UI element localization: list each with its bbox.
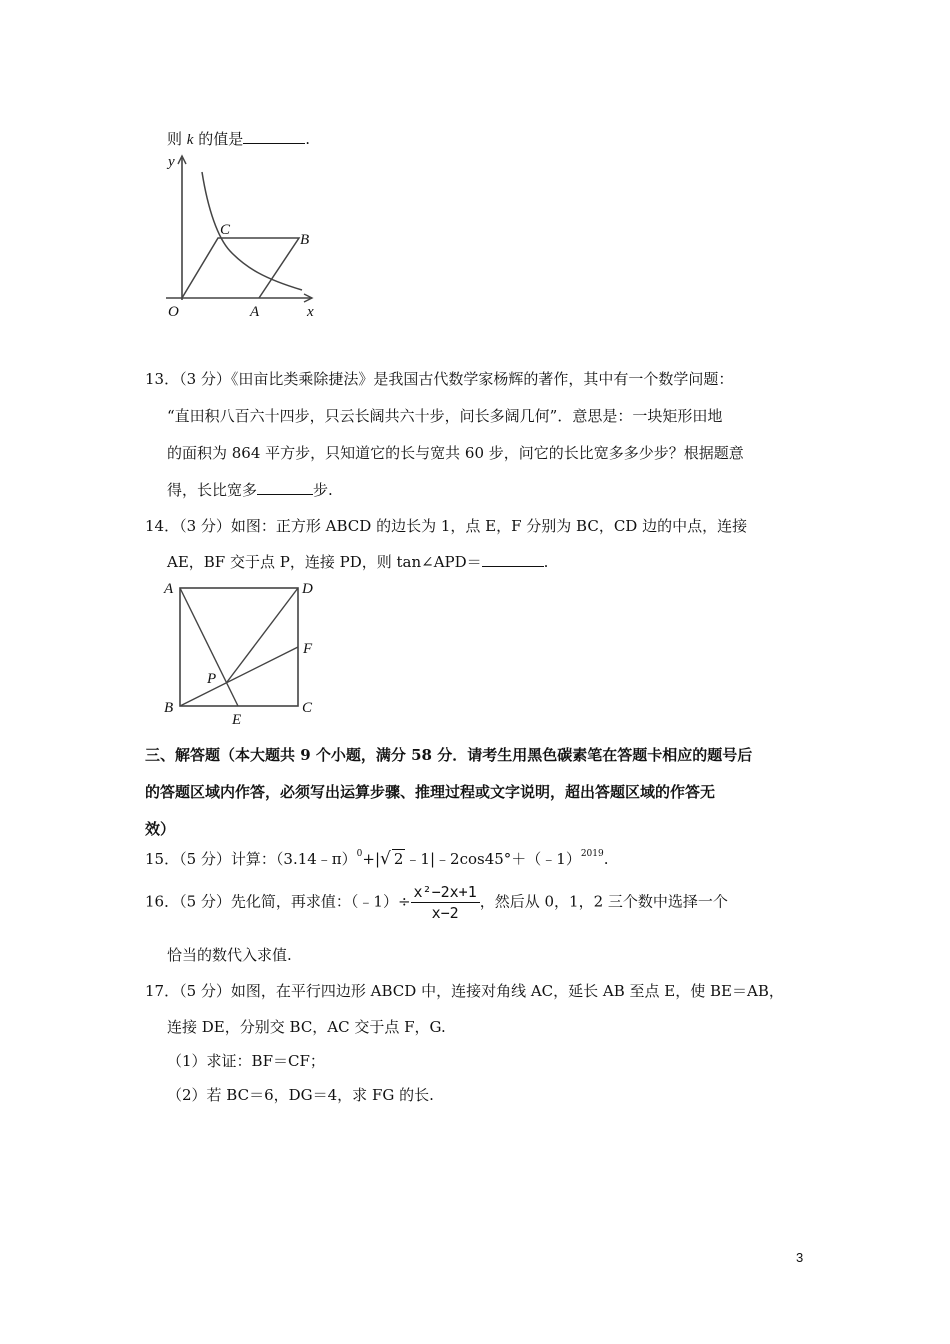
q15-sqrt: 2 xyxy=(393,850,404,868)
segment-BF xyxy=(180,647,298,706)
hyperbola-curve xyxy=(202,172,302,290)
q12-tail xyxy=(167,128,310,149)
segment-AE xyxy=(180,588,238,706)
q15-end: . xyxy=(603,850,609,868)
label-y: y xyxy=(168,154,175,170)
q13-line4-end: 步. xyxy=(313,481,333,499)
q17-part2: （2）若 BC＝6，DG＝4，求 FG 的长. xyxy=(167,1086,434,1104)
q17-line1: 17．（5 分）如图，在平行四边形 ABCD 中，连接对角线 AC，延长 AB 至点 E，使 BE＝AB， xyxy=(145,982,784,1000)
q13-line3: 的面积为 864 平方步，只知道它的长与宽共 60 步，问它的长比宽多多少步？根据题意 xyxy=(167,444,744,462)
q13-line4 xyxy=(167,479,333,500)
q17-line2: 连接 DE，分别交 BC，AC 交于点 F，G. xyxy=(167,1018,446,1036)
square-ABCD xyxy=(180,588,298,706)
q16-post: ，然后从 0，1，2 三个数中选择一个 xyxy=(479,892,728,911)
section3-line3: 效） xyxy=(145,820,176,838)
q14-line2-end: . xyxy=(543,553,549,571)
q14-answer-blank[interactable] xyxy=(482,552,544,567)
q12-answer-blank[interactable] xyxy=(243,129,305,144)
q15-exp2019: 2019 xyxy=(580,849,604,859)
q15 xyxy=(145,848,609,869)
label-D: D xyxy=(302,581,313,597)
figure-q12 xyxy=(160,148,330,328)
q13-answer-blank[interactable] xyxy=(257,480,313,495)
q16-denominator: x−2 xyxy=(431,904,459,922)
q15-mid2: ﹣1|﹣2cos45°＋（﹣1） xyxy=(405,850,581,868)
q16-line2: 恰当的数代入求值. xyxy=(167,946,292,964)
label-P: P xyxy=(207,671,217,687)
q14-line2 xyxy=(167,551,548,572)
q12-var-k: k xyxy=(186,132,194,148)
q12-end: . xyxy=(305,130,311,148)
q15-mid1: +| xyxy=(362,850,381,868)
q13-line1: 13．（3 分）《田亩比类乘除捷法》是我国古代数学家杨辉的著作，其中有一个数学问题： xyxy=(145,370,734,388)
label-A: A xyxy=(250,304,260,320)
q14-line2-text: AE，BF 交于点 P，连接 PD，则 tan∠APD＝ xyxy=(167,553,482,571)
label-A: A xyxy=(164,581,174,597)
section3-line1: 三、解答题（本大题共 9 个小题，满分 58 分．请考生用黑色碳素笔在答题卡相应的题号后 xyxy=(145,746,753,764)
q13-line2: “直田积八百六十四步，只云长阔共六十步，问长多阔几何”．意思是：一块矩形田地 xyxy=(167,407,723,425)
q16-numerator: x²−2x+1 xyxy=(411,882,480,903)
q14-line1: 14．（3 分）如图：正方形 ABCD 的边长为 1，点 E，F 分别为 BC，CD 边的中点，连接 xyxy=(145,517,748,535)
label-F: F xyxy=(303,641,313,657)
q16-fraction xyxy=(411,882,480,923)
q15-pre: 15．（5 分）计算：（3.14﹣π） xyxy=(145,850,357,868)
sqrt-symbol: √ xyxy=(380,849,391,869)
label-C: C xyxy=(302,700,313,716)
q16-pre: 16．（5 分）先化简，再求值：（﹣1）÷ xyxy=(145,892,411,911)
q17-part1: （1）求证：BF＝CF； xyxy=(167,1052,325,1070)
q12-text-pre: 则 xyxy=(167,130,187,148)
label-B: B xyxy=(164,700,174,716)
segment-PD xyxy=(227,588,298,682)
label-E: E xyxy=(232,712,242,728)
label-C: C xyxy=(220,222,231,238)
label-B: B xyxy=(300,232,310,248)
label-O: O xyxy=(168,304,179,320)
q15-exp0: 0 xyxy=(356,849,363,859)
page-number: 3 xyxy=(796,1250,804,1265)
label-x: x xyxy=(307,304,314,320)
figure-q14 xyxy=(160,574,330,729)
section3-line2: 的答题区域内作答，必须写出运算步骤、推理过程或文字说明，超出答题区域的作答无 xyxy=(145,783,716,801)
q16-line1 xyxy=(145,882,728,923)
parallelogram-OCBA xyxy=(182,238,299,298)
q12-text-post: 的值是 xyxy=(193,130,244,148)
q13-line4-text: 得，长比宽多 xyxy=(167,481,258,499)
